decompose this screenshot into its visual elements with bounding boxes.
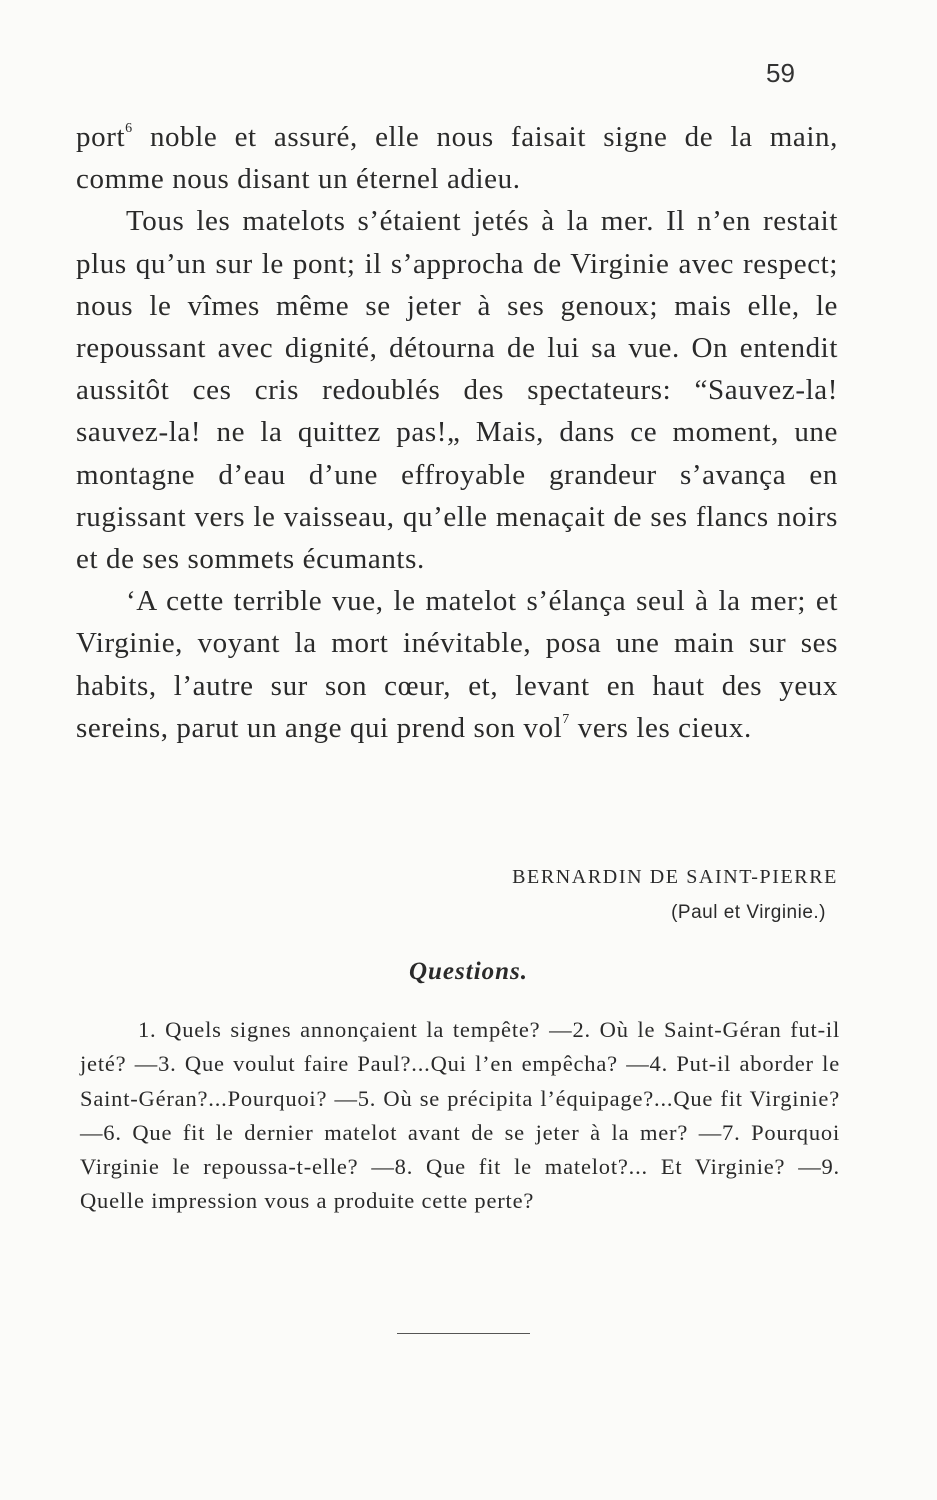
questions-list bbox=[80, 1013, 840, 1219]
footnote-marker-6: 6 bbox=[125, 121, 133, 136]
footnote-marker-7: 7 bbox=[562, 711, 570, 727]
paragraph-3-rest: vers les cieux. bbox=[569, 711, 752, 744]
paragraph-2: Tous les matelots s’étaient jetés à la mer. Il n’en restait plus qu’un sur le pont; il s’approcha de Virginie avec respect; nous le vîmes même se jeter à ses genoux; mais elle, le repoussant avec dignité, détourna de lui sa vue. On entendit aussitôt ces cris redoublés des spectateurs: “Sauvez-la! sauvez-la! ne la quittez pas!„ Mais, dans ce moment, une montagne d’eau d’une effroyable grandeur s’avança en rugissant vers le vaisseau, qu’elle menaçait de ses flancs noirs et de ses sommets écumants. bbox=[76, 205, 838, 576]
questions-heading: Questions. bbox=[408, 958, 529, 985]
page-number: 59 bbox=[766, 58, 795, 88]
paragraph-3 bbox=[76, 580, 838, 749]
author-attribution: BERNARDIN DE SAINT-PIERRE bbox=[512, 866, 838, 888]
questions-paragraph: 1. Quels signes annonçaient la tempête? —2. Où le Saint-Géran fut-il jeté? —3. Que voulut faire Paul?...Qui l’en empêcha? —4. Put-il aborder le Saint-Géran?...Pourquoi? —5. Où se précipita l’équipage?...Que fit Virginie? —6. Que fit le dernier matelot avant de se jeter à la mer? —7. Pourquoi Virginie le repoussa-t-elle? —8. Que fit le matelot?... Et Virginie? —9. Quelle impression vous a produite cette perte? bbox=[80, 1017, 840, 1214]
paragraph-3-start: ‘A cette terrible vue, le matelot s’élança seul à la mer; et Virginie, voyant la mort inévitable, posa une main sur ses habits, l’autre sur son cœur, et, levant en haut des yeux sereins, parut un ange qui prend son vol bbox=[76, 585, 838, 744]
paragraph-1-rest: noble et assuré, elle nous faisait signe de la main, comme nous disant un éternel adieu. bbox=[76, 121, 838, 196]
paragraph-1 bbox=[76, 116, 838, 200]
section-divider bbox=[397, 1333, 530, 1334]
passage-body bbox=[76, 116, 838, 749]
paragraph-1-start: port bbox=[76, 121, 126, 153]
source-title: (Paul et Virginie.) bbox=[671, 902, 826, 923]
